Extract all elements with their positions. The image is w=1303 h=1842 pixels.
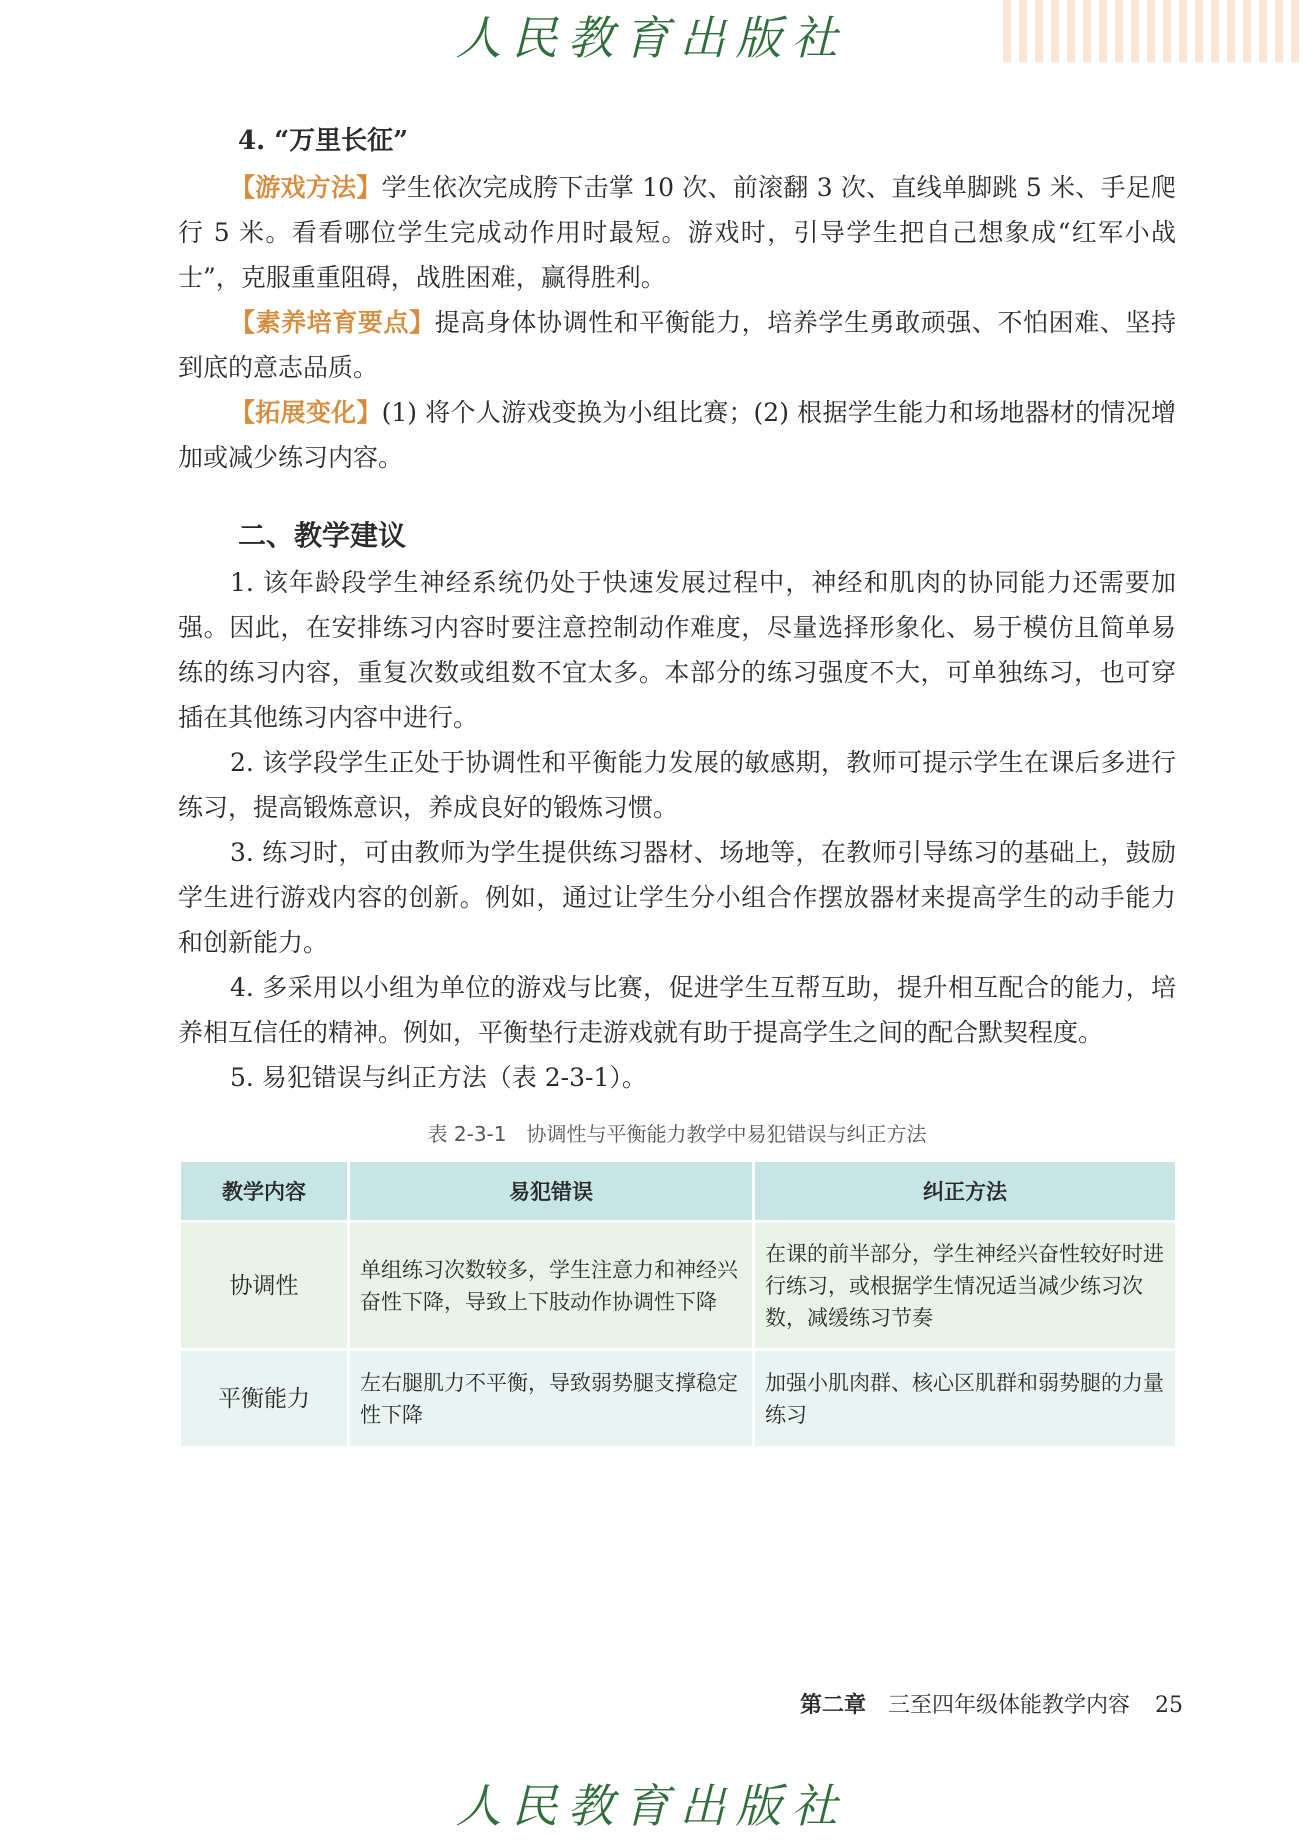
game-method <box>178 165 1176 300</box>
suggestion-paragraph: 5. 易犯错误与纠正方法（表 2-3-1）。 <box>230 1063 647 1092</box>
table-cell: 协调性 <box>180 1222 349 1350</box>
chapter-title: 三至四年级体能教学内容 <box>887 1693 1130 1718</box>
game-quality <box>178 300 1176 390</box>
method-text: 学生依次完成胯下击掌 10 次、前滚翻 3 次、直线单脚跳 5 米、手足爬行 5 米。看看哪位学生完成动作用时最短。游戏时，引导学生把自己想象成“红军小战士”，克服重重阻碍，战胜困难，赢得胜利。 <box>178 173 1176 292</box>
table-row <box>180 1350 1177 1448</box>
table-cell: 平衡能力 <box>180 1350 349 1448</box>
table-header-cell: 纠正方法 <box>754 1161 1177 1222</box>
publisher-logo-bottom: 人民教育出版社 <box>455 1779 848 1833</box>
game-extend <box>178 390 1176 480</box>
method-tag: 【游戏方法】 <box>230 173 382 202</box>
error-correction-table <box>178 1159 1178 1449</box>
suggestion-paragraph: 2. 该学段学生正处于协调性和平衡能力发展的敏感期，教师可提示学生在课后多进行练习，提高锻炼意识，养成良好的锻炼习惯。 <box>178 748 1176 822</box>
quality-text: 提高身体协调性和平衡能力，培养学生勇敢顽强、不怕困难、坚持到底的意志品质。 <box>178 308 1176 382</box>
extend-tag: 【拓展变化】 <box>230 398 382 427</box>
game-title: 4. “万里长征” <box>238 126 409 156</box>
suggestion-paragraph: 1. 该年龄段学生神经系统仍处于快速发展过程中，神经和肌肉的协同能力还需要加强。因此，在安排练习内容时要注意控制动作难度，尽量选择形象化、易于模仿且简单易练的练习内容，重复次数或组数不宜太多。本部分的练习强度不大，可单独练习，也可穿插在其他练习内容中进行。 <box>178 568 1176 732</box>
table-caption: 表 2-3-1 协调性与平衡能力教学中易犯错误与纠正方法 <box>427 1122 927 1146</box>
publisher-logo-top: 人民教育出版社 <box>455 11 848 65</box>
table-header-cell: 教学内容 <box>180 1161 349 1222</box>
table-row <box>180 1222 1177 1350</box>
page-content <box>178 112 1176 1449</box>
table-header-cell: 易犯错误 <box>349 1161 754 1222</box>
suggestion-paragraph: 4. 多采用以小组为单位的游戏与比赛，促进学生互帮互助，提升相互配合的能力，培养相互信任的精神。例如，平衡垫行走游戏就有助于提高学生之间的配合默契程度。 <box>178 973 1176 1047</box>
table-cell: 加强小肌肉群、核心区肌群和弱势腿的力量练习 <box>754 1350 1177 1448</box>
table-header-row <box>180 1161 1177 1222</box>
page-number: 25 <box>1155 1693 1183 1718</box>
table-cell: 在课的前半部分，学生神经兴奋性较好时进行练习，或根据学生情况适当减少练习次数，减缓练习节奏 <box>754 1222 1177 1350</box>
quality-tag: 【素养培育要点】 <box>230 308 435 337</box>
chapter-label: 第二章 <box>799 1692 866 1718</box>
footer-chapter <box>800 1688 1183 1719</box>
section-title: 二、教学建议 <box>238 519 407 552</box>
table-cell: 单组练习次数较多，学生注意力和神经兴奋性下降，导致上下肢动作协调性下降 <box>349 1222 754 1350</box>
extend-text: (1) 将个人游戏变换为小组比赛；(2) 根据学生能力和场地器材的情况增加或减少练习内容。 <box>178 398 1176 472</box>
table-cell: 左右腿肌力不平衡，导致弱势腿支撑稳定性下降 <box>349 1350 754 1448</box>
suggestion-paragraph: 3. 练习时，可由教师为学生提供练习器材、场地等，在教师引导练习的基础上，鼓励学生进行游戏内容的创新。例如，通过让学生分小组合作摆放器材来提高学生的动手能力和创新能力。 <box>178 838 1176 957</box>
